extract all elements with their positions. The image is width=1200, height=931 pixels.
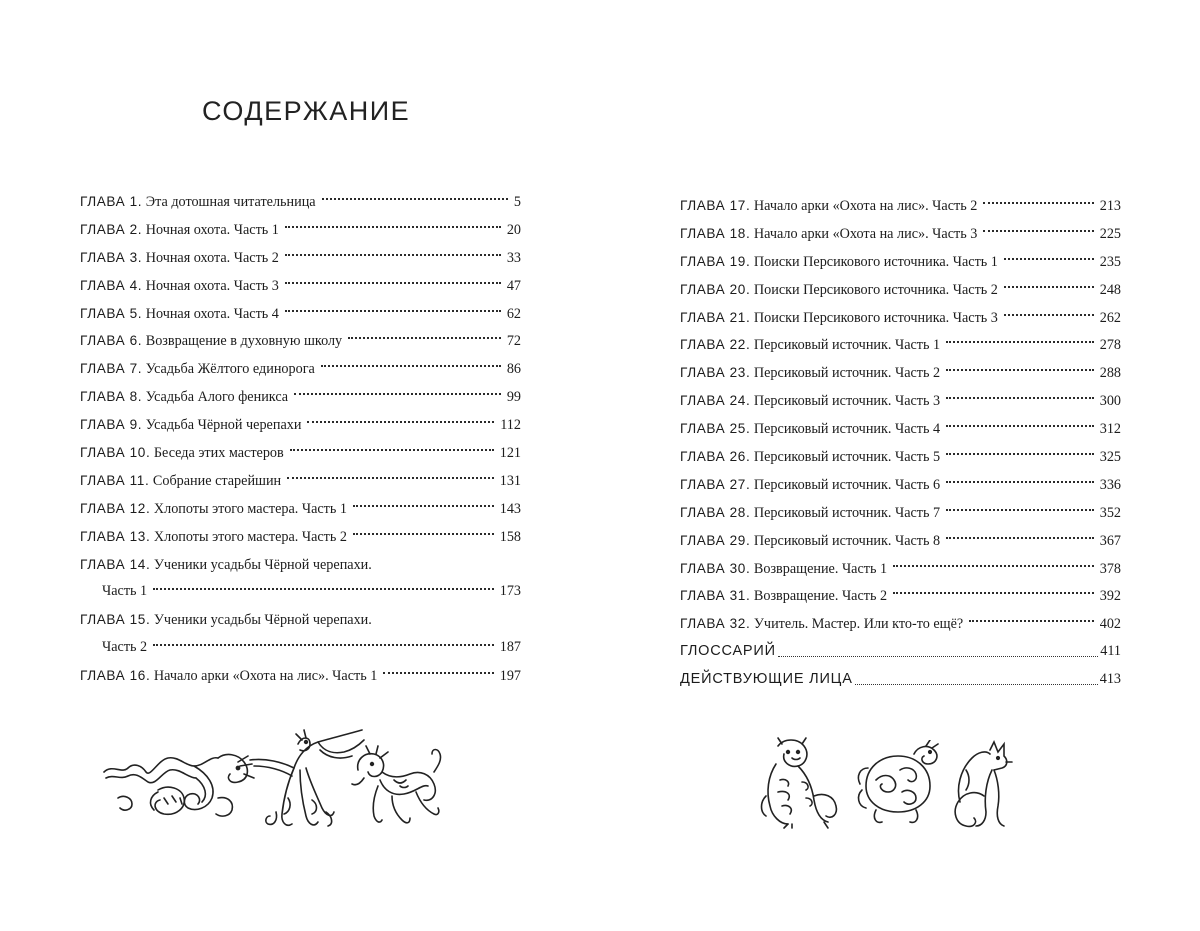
chapter-title: Беседа этих мастеров <box>153 445 284 462</box>
chapter-title: Ученики усадьбы Чёрной черепахи. <box>153 612 372 629</box>
toc-entry-label <box>80 355 315 384</box>
toc-entry-label <box>680 248 998 277</box>
chapter-number: ГЛАВА 15. <box>80 612 151 628</box>
chapter-number: ГЛАВА 25. <box>680 421 751 437</box>
page-number: 72 <box>506 333 521 350</box>
chapter-title: Ночная охота. Часть 3 <box>145 277 279 294</box>
page-number: 131 <box>499 472 521 489</box>
toc-entry-label <box>80 662 377 691</box>
toc-entry[interactable] <box>80 327 521 355</box>
toc-entry-label <box>80 523 347 552</box>
toc-entry-label <box>680 220 977 249</box>
toc-entry-label <box>680 304 998 333</box>
toc-entry[interactable] <box>680 220 1121 248</box>
toc-entry[interactable] <box>80 495 521 523</box>
page-number: 392 <box>1099 588 1121 605</box>
chapter-title: Часть 2 <box>102 639 148 656</box>
toc-entry[interactable] <box>680 443 1121 471</box>
toc-entry-label <box>80 383 288 412</box>
toc-entry[interactable] <box>80 216 521 244</box>
chapter-title: Ночная охота. Часть 1 <box>145 221 279 238</box>
page-number: 158 <box>499 528 521 545</box>
toc-entry[interactable] <box>680 387 1121 415</box>
chapter-number: ГЛАВА 31. <box>680 588 751 604</box>
page-number: 121 <box>499 445 521 462</box>
toc-entry[interactable] <box>680 555 1121 583</box>
toc-entry-label <box>80 606 372 635</box>
dot-leader <box>855 684 1098 685</box>
dot-leader <box>321 365 501 367</box>
chapter-number: ГЛАВА 10. <box>80 445 151 461</box>
toc-entry-label <box>80 551 372 580</box>
dot-leader <box>285 310 501 312</box>
chapter-number: ГЛАВА 6. <box>80 333 143 349</box>
turtle-icon <box>856 740 940 826</box>
qilin-icon <box>350 744 442 830</box>
dot-leader <box>893 565 1094 567</box>
toc-title: СОДЕРЖАНИЕ <box>202 96 411 126</box>
dot-leader <box>946 453 1094 455</box>
chapter-number: ГЛАВА 20. <box>680 281 751 297</box>
chapter-title: Усадьба Алого феникса <box>145 389 289 406</box>
toc-entry[interactable] <box>680 192 1121 220</box>
toc-entry-label <box>80 327 342 356</box>
page-number: 112 <box>500 417 521 434</box>
chapter-title: Начало арки «Охота на лис». Часть 3 <box>753 225 978 242</box>
chapter-title: Собрание старейшин <box>152 472 282 489</box>
chapter-number: ГЛАВА 8. <box>80 389 143 405</box>
page-number: 413 <box>1099 671 1121 688</box>
dot-leader <box>307 421 494 423</box>
toc-entry-label <box>80 411 301 440</box>
chapter-title: Возвращение в духовную школу <box>145 333 343 350</box>
page-number: 213 <box>1099 198 1121 214</box>
dot-leader <box>946 425 1094 427</box>
dot-leader <box>1004 314 1094 316</box>
toc-entry[interactable] <box>680 499 1121 527</box>
dot-leader <box>778 656 1098 657</box>
toc-entry[interactable] <box>80 300 521 328</box>
chapter-title: Персиковый источник. Часть 6 <box>753 476 941 493</box>
chapter-title: Поиски Персикового источника. Часть 3 <box>753 309 998 326</box>
chapter-title: Начало арки «Охота на лис». Часть 1 <box>153 668 378 685</box>
page-number: 402 <box>1099 616 1121 633</box>
chapter-number: ГЛАВА 12. <box>80 500 151 516</box>
chapter-number: ГЛАВА 29. <box>680 532 751 548</box>
toc-entry[interactable] <box>80 411 521 439</box>
page-number: 325 <box>1099 449 1121 466</box>
page-number: 278 <box>1099 337 1121 354</box>
chapter-number: ГЛАВА 17. <box>680 198 751 213</box>
chapter-title: Возвращение. Часть 1 <box>753 560 888 577</box>
chapter-number: ГЛАВА 19. <box>680 253 751 269</box>
chapter-title: Хлопоты этого мастера. Часть 1 <box>153 500 347 517</box>
chapter-title: Ученики усадьбы Чёрной черепахи. <box>153 556 372 573</box>
page-number: 312 <box>1099 421 1121 438</box>
chapter-title: Персиковый источник. Часть 8 <box>753 532 941 549</box>
toc-entry-label <box>80 495 347 524</box>
dot-leader <box>285 282 501 284</box>
chapter-title: Учитель. Мастер. Или кто-то ещё? <box>753 616 964 633</box>
dot-leader <box>969 620 1094 622</box>
chapter-title: ГЛОССАРИЙ <box>680 643 776 660</box>
toc-entry[interactable] <box>680 527 1121 555</box>
toc-entry[interactable] <box>80 634 521 662</box>
page-number: 352 <box>1099 504 1121 521</box>
toc-entry-label <box>680 555 887 584</box>
dot-leader <box>285 226 501 228</box>
dot-leader <box>946 509 1094 511</box>
page-number: 411 <box>1100 643 1121 660</box>
toc-entry-label <box>680 610 963 639</box>
dot-leader <box>1004 286 1094 288</box>
toc-entry[interactable] <box>680 331 1121 359</box>
toc-entry[interactable] <box>80 606 521 634</box>
chapter-title: Усадьба Чёрной черепахи <box>145 417 302 434</box>
toc-entry[interactable] <box>680 276 1121 304</box>
chapter-number: ГЛАВА 21. <box>680 309 751 325</box>
toc-entry-label <box>80 300 279 329</box>
page-number: 378 <box>1099 560 1121 577</box>
chapter-number: ГЛАВА 7. <box>80 361 143 377</box>
chapter-title: Персиковый источник. Часть 5 <box>753 449 941 466</box>
chapter-title: Ночная охота. Часть 2 <box>145 249 279 266</box>
chapter-title: Персиковый источник. Часть 2 <box>753 365 941 382</box>
toc-entry-label <box>680 276 998 305</box>
dragon-icon <box>98 738 256 822</box>
toc-entry-label <box>680 387 940 416</box>
chapter-number: ГЛАВА 24. <box>680 393 751 409</box>
chapter-number: ГЛАВА 32. <box>680 616 751 632</box>
chapter-number: ГЛАВА 26. <box>680 449 751 465</box>
dot-leader <box>983 230 1093 232</box>
chapter-number: ГЛАВА 4. <box>80 277 143 293</box>
toc-list-left <box>80 188 521 690</box>
chapter-title: Начало арки «Охота на лис». Часть 2 <box>753 198 978 214</box>
chapter-number: ГЛАВА 5. <box>80 305 143 321</box>
chapter-number: ГЛАВА 18. <box>680 225 751 241</box>
page-number: 62 <box>506 305 521 322</box>
chapter-title: ДЕЙСТВУЮЩИЕ ЛИЦА <box>680 671 853 688</box>
toc-entry-label <box>80 467 281 496</box>
toc-entry[interactable] <box>80 383 521 411</box>
chapter-number: ГЛАВА 14. <box>80 556 151 572</box>
chapter-number: ГЛАВА 1. <box>80 194 143 209</box>
dot-leader <box>153 588 494 590</box>
toc-entry[interactable] <box>680 415 1121 443</box>
chapter-title: Поиски Персикового источника. Часть 1 <box>753 253 998 270</box>
dot-leader <box>294 393 501 395</box>
dot-leader <box>287 477 494 479</box>
chapter-number: ГЛАВА 27. <box>680 476 751 492</box>
dot-leader <box>353 505 494 507</box>
dot-leader <box>946 369 1094 371</box>
page-number: 47 <box>506 277 521 294</box>
toc-entry[interactable] <box>80 244 521 272</box>
dot-leader <box>383 672 493 674</box>
toc-entry[interactable] <box>80 272 521 300</box>
page-number: 288 <box>1099 365 1121 382</box>
toc-entry[interactable] <box>680 666 1121 694</box>
dot-leader <box>1004 258 1094 260</box>
toc-entry[interactable] <box>80 439 521 467</box>
toc-entry[interactable] <box>80 355 521 383</box>
chapter-number: ГЛАВА 28. <box>680 504 751 520</box>
chapter-title: Ночная охота. Часть 4 <box>145 305 279 322</box>
page-number: 336 <box>1099 476 1121 493</box>
page-number: 197 <box>499 668 521 685</box>
toc-entry-label <box>80 244 279 273</box>
toc-entry-label <box>680 527 940 556</box>
chapter-title: Персиковый источник. Часть 1 <box>753 337 941 354</box>
dot-leader <box>983 202 1093 204</box>
chapter-number: ГЛАВА 23. <box>680 365 751 381</box>
toc-entry-label <box>680 443 940 472</box>
toc-entry[interactable] <box>680 471 1121 499</box>
chapter-number: ГЛАВА 22. <box>680 337 751 353</box>
page-number: 86 <box>506 361 521 378</box>
toc-entry-label <box>680 499 940 528</box>
page-number: 235 <box>1099 253 1121 270</box>
chapter-number: ГЛАВА 3. <box>80 249 143 265</box>
phoenix-icon <box>248 728 366 832</box>
toc-list-right <box>680 192 1121 694</box>
toc-entry-label <box>680 331 940 360</box>
toc-entry[interactable] <box>680 582 1121 610</box>
toc-entry[interactable] <box>680 304 1121 332</box>
page-number: 33 <box>506 249 521 266</box>
toc-entry[interactable] <box>80 467 521 495</box>
chapter-number: ГЛАВА 16. <box>80 668 151 684</box>
chapter-title: Возвращение. Часть 2 <box>753 588 888 605</box>
toc-entry-label <box>680 471 940 500</box>
toc-entry-label <box>80 188 316 217</box>
page-number: 5 <box>513 194 521 210</box>
toc-entry[interactable] <box>680 638 1121 666</box>
right-page <box>600 0 1200 931</box>
toc-entry[interactable] <box>80 578 521 606</box>
toc-entry[interactable] <box>80 662 521 690</box>
toc-entry[interactable] <box>80 188 521 216</box>
chapter-number: ГЛАВА 2. <box>80 221 143 237</box>
chapter-title: Часть 1 <box>102 583 148 600</box>
page-number: 20 <box>506 221 521 238</box>
page-number: 300 <box>1099 393 1121 410</box>
tiger-icon <box>758 736 842 830</box>
toc-entry-label <box>680 582 887 611</box>
toc-entry-label <box>680 415 940 444</box>
toc-entry-label <box>680 666 853 694</box>
chapter-number: ГЛАВА 9. <box>80 417 143 433</box>
dot-leader <box>946 397 1094 399</box>
dot-leader <box>946 341 1094 343</box>
page-number: 99 <box>506 389 521 406</box>
chapter-title: Персиковый источник. Часть 4 <box>753 421 941 438</box>
dot-leader <box>153 644 494 646</box>
chapter-title: Поиски Персикового источника. Часть 2 <box>753 281 998 298</box>
chapter-number: ГЛАВА 13. <box>80 528 151 544</box>
toc-entry-label <box>80 439 284 468</box>
dot-leader <box>893 592 1094 594</box>
dot-leader <box>285 254 501 256</box>
chapter-title: Хлопоты этого мастера. Часть 2 <box>153 528 347 545</box>
page-number: 225 <box>1099 225 1121 242</box>
toc-entry-label <box>102 634 147 662</box>
toc-entry-label <box>102 578 147 606</box>
page-number: 367 <box>1099 532 1121 549</box>
fox-icon <box>950 740 1016 828</box>
dot-leader <box>946 481 1094 483</box>
chapter-title: Эта дотошная читательница <box>145 194 316 210</box>
dot-leader <box>322 198 508 200</box>
chapter-number: ГЛАВА 30. <box>680 560 751 576</box>
dot-leader <box>290 449 494 451</box>
dot-leader <box>946 537 1094 539</box>
page-number: 262 <box>1099 309 1121 326</box>
page-number: 187 <box>499 639 521 656</box>
chapter-title: Персиковый источник. Часть 7 <box>753 504 941 521</box>
toc-entry-label <box>680 192 977 221</box>
dot-leader <box>353 533 494 535</box>
toc-entry[interactable] <box>680 610 1121 638</box>
toc-entry-label <box>680 638 776 666</box>
page-number: 248 <box>1099 281 1121 298</box>
toc-entry[interactable] <box>680 359 1121 387</box>
page-number: 173 <box>499 583 521 600</box>
toc-entry[interactable] <box>80 523 521 551</box>
chapter-title: Персиковый источник. Часть 3 <box>753 393 941 410</box>
toc-entry-label <box>80 216 279 245</box>
toc-entry[interactable] <box>80 551 521 579</box>
toc-entry[interactable] <box>680 248 1121 276</box>
chapter-number: ГЛАВА 11. <box>80 472 150 488</box>
toc-entry-label <box>80 272 279 301</box>
chapter-title: Усадьба Жёлтого единорога <box>145 361 315 378</box>
toc-entry-label <box>680 359 940 388</box>
dot-leader <box>348 337 501 339</box>
page-number: 143 <box>499 500 521 517</box>
